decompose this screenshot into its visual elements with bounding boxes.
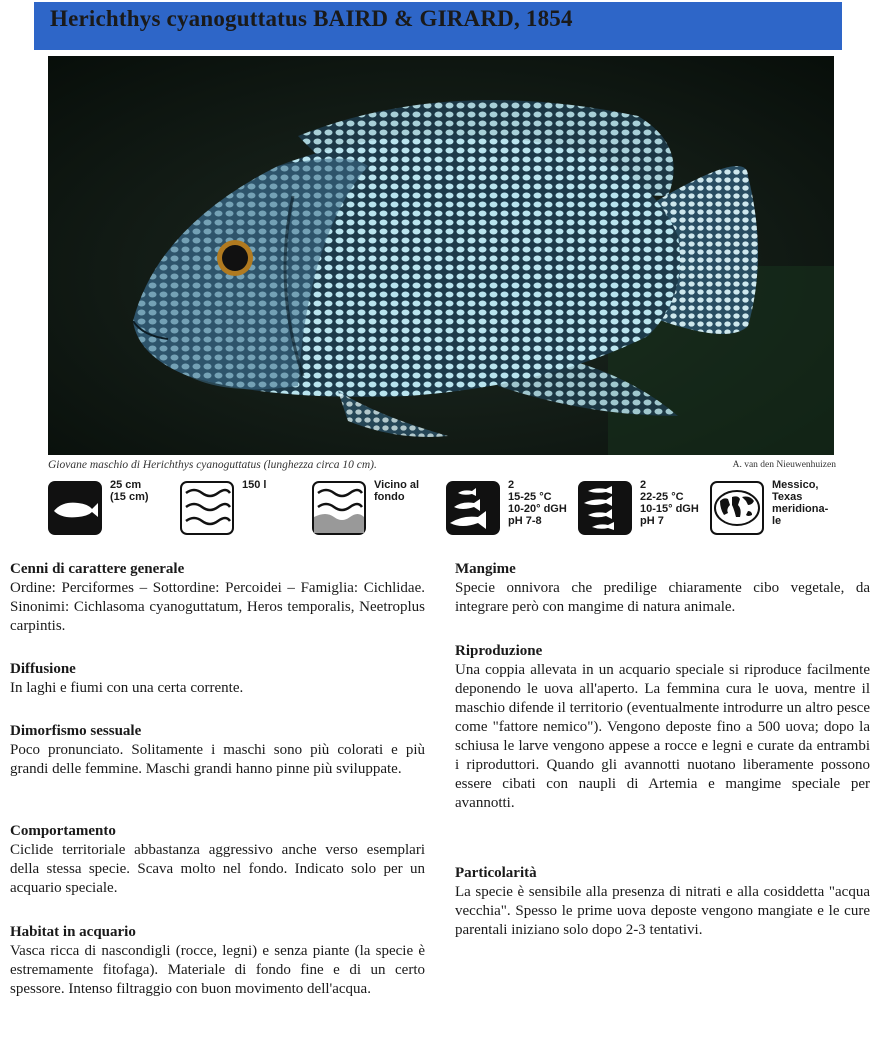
section-dimorphism-text: Poco pronunciato. Solitamente i maschi sono più colorati e più grandi delle femmine. Maschi grandi hanno pinne più sviluppate.	[10, 742, 425, 777]
photo-credit: A. van den Nieuwenhuizen	[732, 460, 836, 470]
spec-origin-line2: Texas	[772, 491, 803, 503]
spec-breeding-text	[640, 479, 699, 527]
spec-water-line1: 2	[508, 479, 515, 491]
spec-origin-text	[772, 479, 828, 527]
spec-origin-line4: le	[772, 515, 782, 527]
spec-water	[446, 479, 576, 539]
section-habitat	[10, 923, 425, 999]
section-reproduction-text: Una coppia allevata in un acquario speciale si riproduce facilmente deponendo le uova all'aperto. La femmina cura le uova, mentre il maschio difende il territorio (eventualmente introdurre un altro pesce come "fattore nemico"). Vengono deposte fino a 500 uova; dopo la schiusa le larve vengono appese a rocce e legni e curate da entrambi i riproduttori. Quando gli avannotti nuotano liberamente possono essere cibati con naupli di Artemia e mangime speciale per avannotti.	[455, 662, 870, 811]
section-notes	[455, 864, 870, 940]
section-reproduction-heading: Riproduzione	[455, 643, 543, 659]
spec-size	[48, 479, 178, 539]
section-behavior-heading: Comportamento	[10, 823, 116, 839]
section-general-text: Ordine: Perciformes – Sottordine: Percoidei – Famiglia: Cichlidae. Sinonimi: Cichlasoma cyanoguttatum, Heros temporalis, Neetroplus carpintis.	[10, 580, 425, 634]
spec-water-text	[508, 479, 567, 527]
section-general-heading: Cenni di carattere generale	[10, 561, 185, 577]
spec-zone-line2: fondo	[374, 491, 405, 503]
section-distribution	[10, 660, 425, 698]
fish-size-icon	[48, 481, 102, 535]
spec-size-line1: 25 cm	[110, 479, 142, 491]
photo-caption: Giovane maschio di Herichthys cyanoguttatus (lunghezza circa 10 cm).	[48, 459, 377, 471]
fish-photo	[48, 56, 834, 455]
section-distribution-text: In laghi e fiumi con una certa corrente.	[10, 680, 244, 696]
fish-illustration	[48, 56, 834, 455]
page-title: Herichthys cyanoguttatus BAIRD & GIRARD, 1854	[50, 6, 573, 31]
aquarium-icon	[180, 481, 234, 535]
spec-origin-line3: meridiona-	[772, 503, 829, 515]
section-dimorphism-heading: Dimorfismo sessuale	[10, 723, 142, 739]
section-distribution-heading: Diffusione	[10, 661, 76, 677]
spec-breeding-line4: pH 7	[640, 515, 664, 527]
spec-zone	[312, 479, 442, 539]
section-food	[455, 560, 870, 617]
section-notes-heading: Particolarità	[455, 865, 537, 881]
world-map-icon	[710, 481, 764, 535]
spec-size-text	[110, 479, 149, 503]
spec-breeding-line1: 2	[640, 479, 647, 491]
title-banner	[34, 2, 842, 50]
section-habitat-heading: Habitat in acquario	[10, 924, 136, 940]
spec-tank-text	[242, 479, 266, 491]
spec-water-line3: 10-20° dGH	[508, 503, 567, 515]
section-behavior	[10, 822, 425, 898]
spec-breeding	[578, 479, 708, 539]
spec-breeding-line2: 22-25 °C	[640, 491, 684, 503]
section-behavior-text: Ciclide territoriale abbastanza aggressivo anche verso esemplari della stessa specie. Scava molto nel fondo. Indicato solo per un acquario speciale.	[10, 842, 425, 896]
section-habitat-text: Vasca ricca di nascondigli (rocce, legni) e senza piante (la specie è estremamente fitofaga). Materiale di fondo fine e di un certo spessore. Intenso filtraggio con buon movimento dell'acqua.	[10, 943, 425, 997]
section-reproduction	[455, 642, 870, 813]
photo-caption-row	[48, 459, 836, 475]
spec-zone-text	[374, 479, 419, 503]
spec-origin-line1: Messico,	[772, 479, 819, 491]
spec-breeding-line3: 10-15° dGH	[640, 503, 699, 515]
spec-water-line4: pH 7-8	[508, 515, 542, 527]
spec-origin	[710, 479, 840, 539]
swim-zone-icon	[312, 481, 366, 535]
spec-water-line2: 15-25 °C	[508, 491, 552, 503]
spec-tank	[180, 479, 300, 539]
section-notes-text: La specie è sensibile alla presenza di nitrati e alla cosiddetta "acqua vecchia". Spesso le prime uova deposte vengono mangiate e le cure parentali iniziano solo dopo 2-3 tentativi.	[455, 884, 870, 938]
spec-tank-line1: 150 l	[242, 479, 267, 491]
water-params-icon	[446, 481, 500, 535]
section-general	[10, 560, 425, 636]
section-food-heading: Mangime	[455, 561, 516, 577]
breeding-params-icon	[578, 481, 632, 535]
spec-zone-line1: Vicino al	[374, 479, 420, 491]
spec-size-line2: (15 cm)	[110, 491, 149, 503]
section-food-text: Specie onnivora che predilige chiaramente cibo vegetale, da integrare però con mangime di natura animale.	[455, 580, 870, 615]
section-dimorphism	[10, 722, 425, 779]
